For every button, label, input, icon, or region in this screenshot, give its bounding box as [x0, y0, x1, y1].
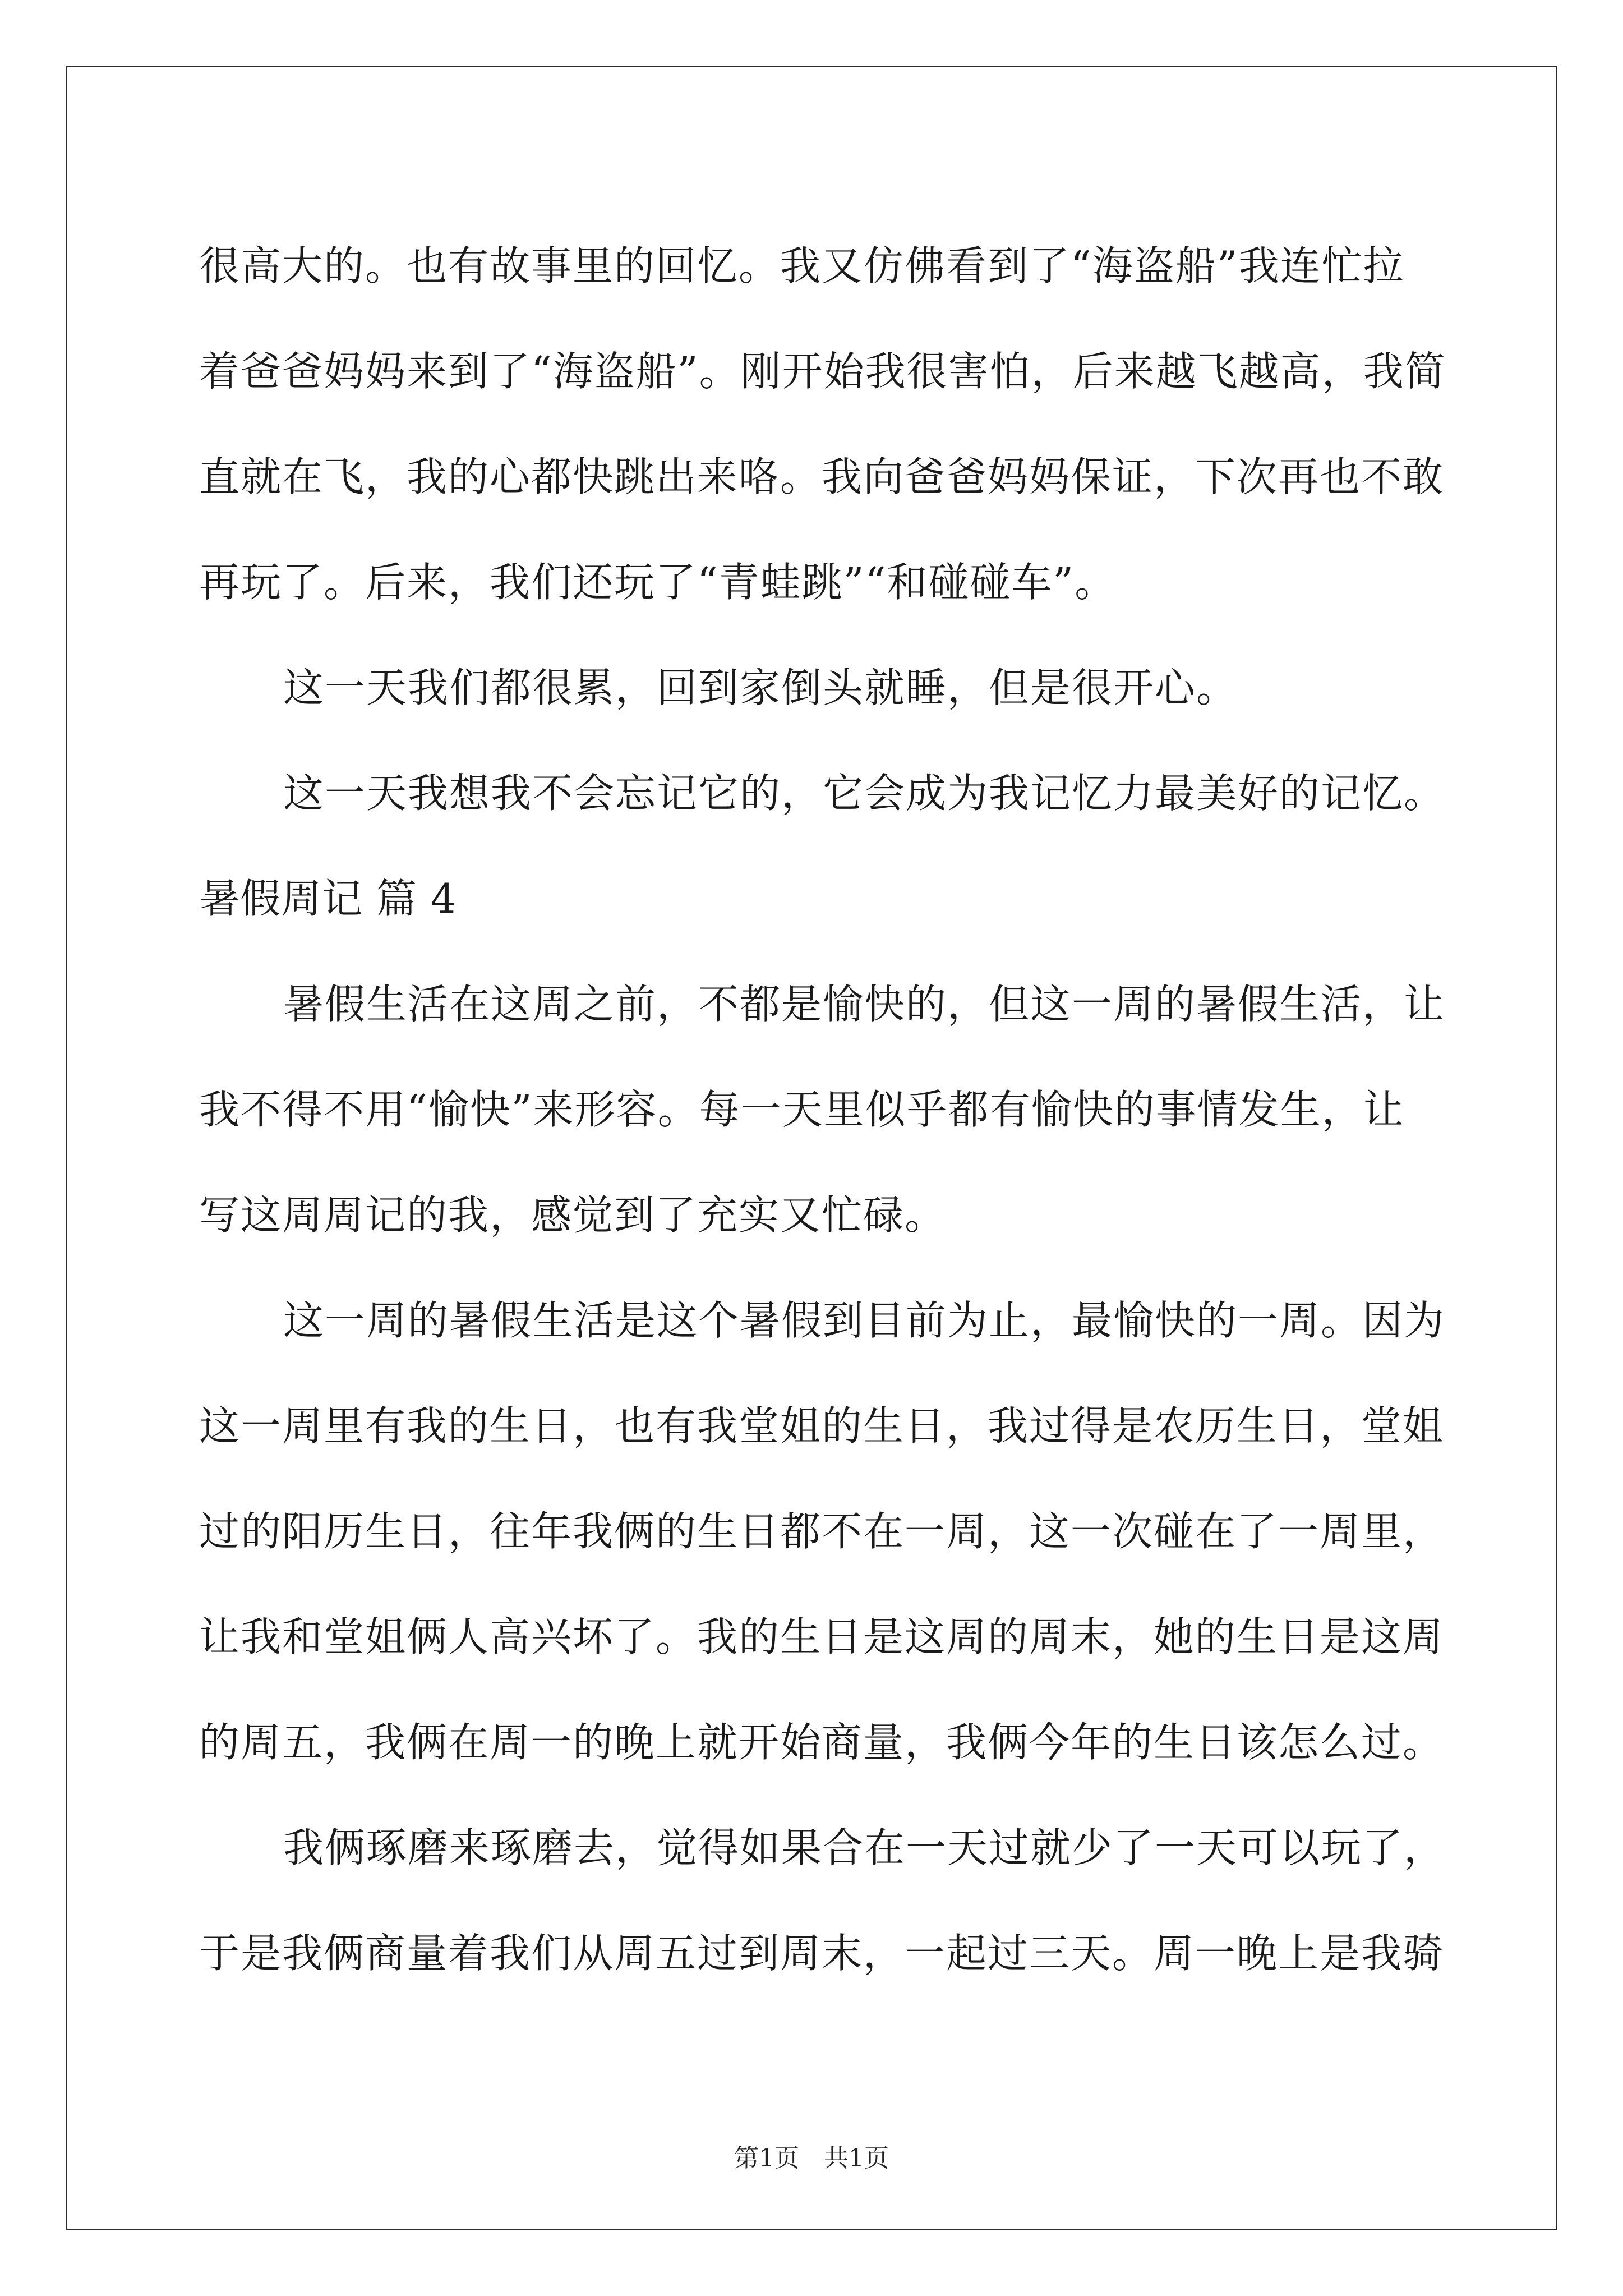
text-line: 这一周的暑假生活是这个暑假到目前为止，最愉快的一周。因为	[283, 1297, 1446, 1344]
text-line: 这一周里有我的生日，也有我堂姐的生日，我过得是农历生日，堂姐	[199, 1402, 1445, 1450]
text-line: 这一天我想我不会忘记它的，它会成为我记忆力最美好的记忆。	[283, 770, 1446, 817]
text-line: 于是我俩商量着我们从周五过到周末，一起过三天。周一晚上是我骑	[199, 1930, 1445, 1977]
document-body	[199, 213, 1446, 2006]
page-footer: 第1页 共1页	[734, 2144, 889, 2173]
text-line: 写这周周记的我，感觉到了充实又忙碌。	[199, 1191, 947, 1239]
text-line: 暑假生活在这周之前，不都是愉快的，但这一周的暑假生活，让	[283, 981, 1446, 1028]
text-line: 我俩琢磨来琢磨去，觉得如果合在一天过就少了一天可以玩了，	[283, 1824, 1446, 1871]
text-line: 再玩了。后来，我们还玩了“青蛙跳”“和碰碰车”。	[199, 559, 1117, 606]
text-line: 的周五，我俩在周一的晚上就开始商量，我俩今年的生日该怎么过。	[199, 1719, 1445, 1766]
text-line: 我不得不用“愉快”来形容。每一天里似乎都有愉快的事情发生，让	[199, 1086, 1405, 1133]
text-line: 这一天我们都很累，回到家倒头就睡，但是很开心。	[283, 664, 1238, 711]
text-line: 着爸爸妈妈来到了“海盗船”。刚开始我很害怕，后来越飞越高，我简	[199, 348, 1446, 395]
text-line: 让我和堂姐俩人高兴坏了。我的生日是这周的周末，她的生日是这周	[199, 1613, 1445, 1660]
text-line: 很高大的。也有故事里的回忆。我又仿佛看到了“海盗船”我连忙拉	[199, 242, 1405, 289]
section-heading: 暑假周记 篇 4	[199, 875, 457, 922]
text-line: 直就在飞，我的心都快跳出来咯。我向爸爸妈妈保证，下次再也不敢	[199, 453, 1445, 500]
text-line: 过的阳历生日，往年我俩的生日都不在一周，这一次碰在了一周里，	[199, 1508, 1445, 1555]
